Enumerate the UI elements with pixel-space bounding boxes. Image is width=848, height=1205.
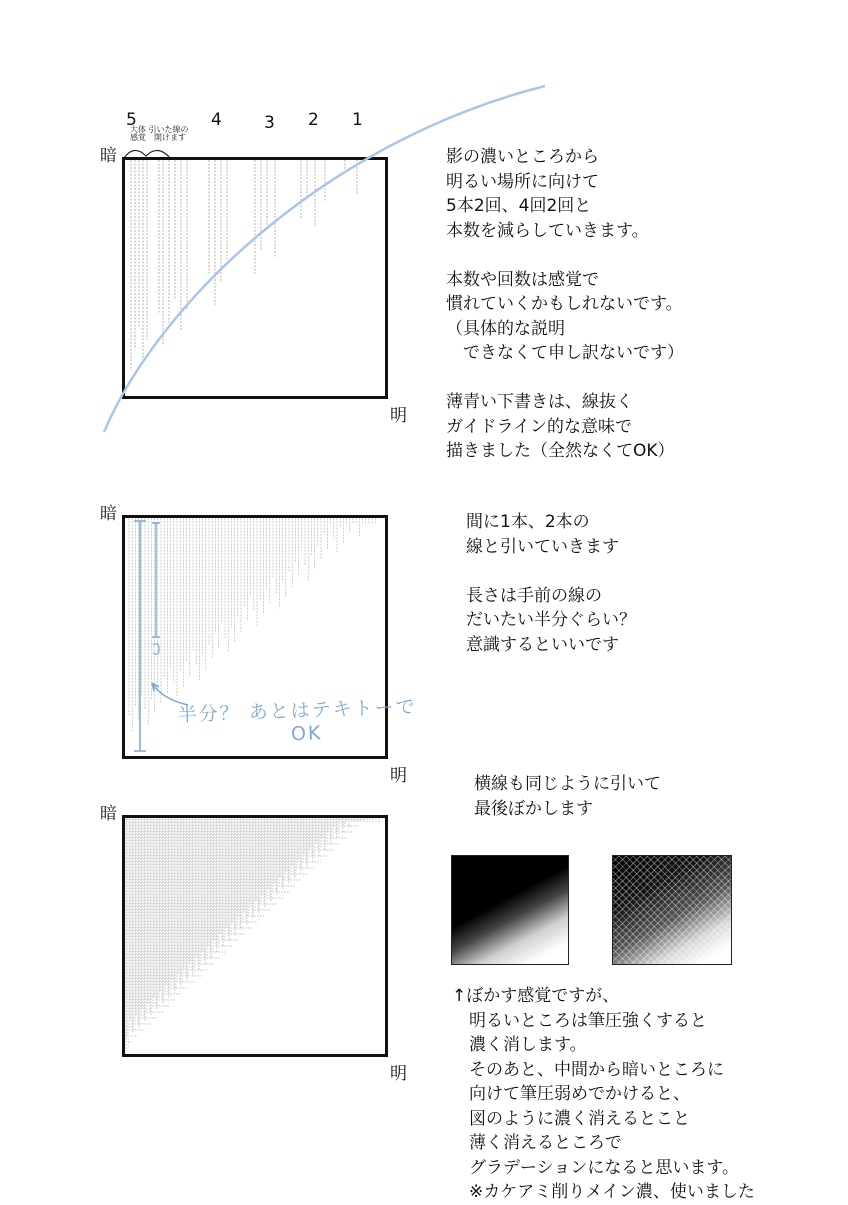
step-number-1: 1: [352, 110, 363, 130]
step-number-4: 4: [211, 110, 222, 130]
crosshatch-box-3: [122, 815, 388, 1057]
dark-label-1: 暗: [100, 146, 117, 166]
panel2-note: 間に1本、2本の 線と引いていきます 長さは手前の線の だいたい半分ぐらい？ 意識するといいです: [466, 512, 636, 655]
dark-label-2: 暗: [100, 504, 117, 524]
crosshatching-3: [125, 818, 385, 1054]
gradient-sample-smooth: [451, 855, 569, 965]
handwritten-note: 半分？ あとはテキトーで OK: [177, 695, 418, 750]
guide-curve: [0, 0, 848, 460]
light-label-3: 明: [390, 1064, 407, 1084]
light-label-1: 明: [390, 406, 407, 426]
step-number-3: 3: [264, 113, 275, 133]
step-number-5: 5: [126, 110, 137, 130]
panel3-note-top: 横線も同じように引いて 最後ぼかします: [474, 774, 661, 819]
spacing-annotation: 大体 引いた線の 感覚 開けます: [130, 125, 189, 142]
gradient-sample-crosshatch: [612, 855, 732, 965]
light-label-2: 明: [390, 766, 407, 786]
step-number-2: 2: [308, 110, 319, 130]
panel3-note-bottom: ↑ぼかす感覚ですが、 明るいところは筆圧強くすると 濃く消します。 そのあと、中間から暗いところに 向けて筆圧弱めでかけると、 図のように濃く消えるとこと 薄く消えるところで グラデーションになると思います。 ※カケアミ削りメイン濃、使いました: [452, 986, 755, 1202]
panel1-note: 影の濃いところから 明るい場所に向けて 5本2回、4回2回と 本数を減らしていきます。 本数や回数は感覚で 慣れていくかもしれないです。 （具体的な説明 できなくて申し訳ないです） 薄青い下書きは、線抜く ガイドライン的な意味で 描きました（全然なくてOK）: [446, 147, 684, 461]
dark-label-3: 暗: [100, 804, 117, 824]
